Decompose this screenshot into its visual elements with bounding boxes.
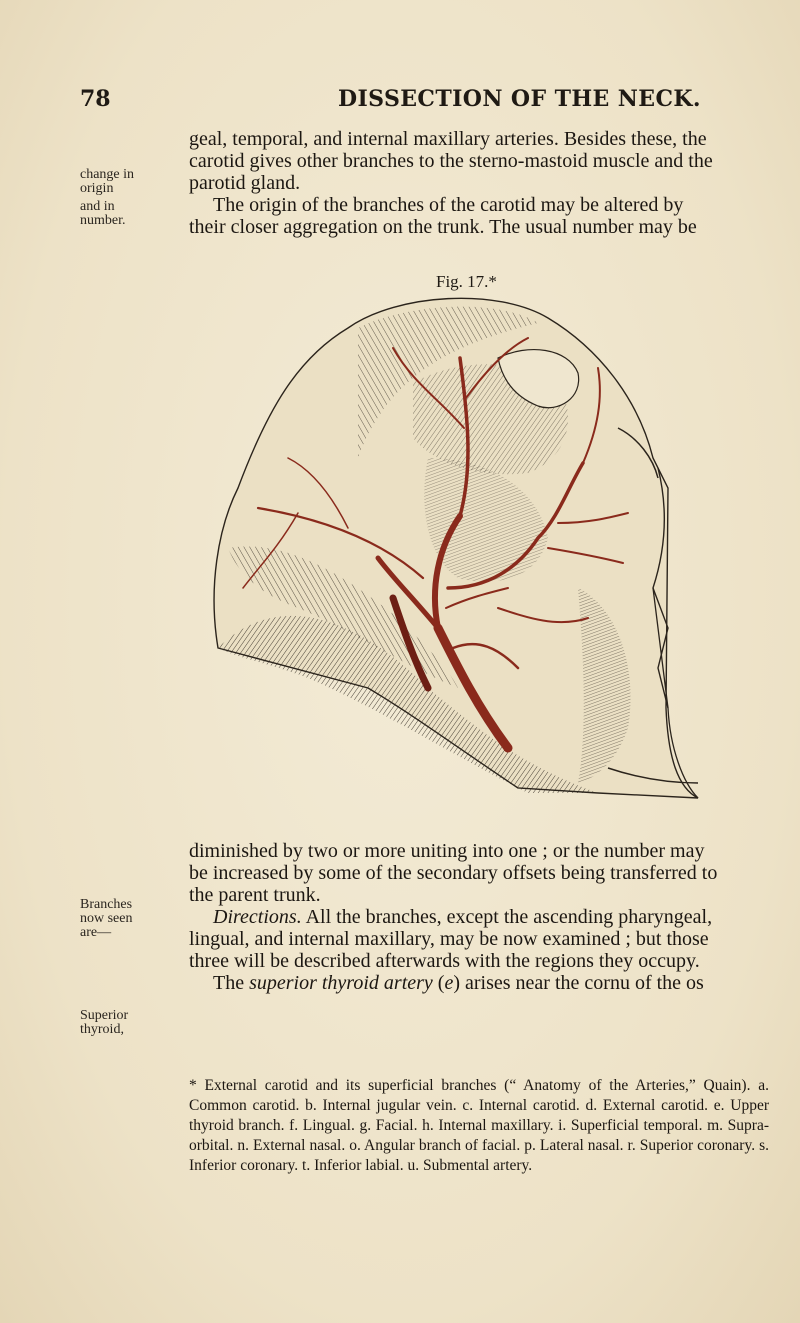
body-line: the parent trunk.	[189, 884, 321, 906]
text-fragment: ) arises near the cornu of the os	[453, 972, 704, 994]
body-line: lingual, and internal maxillary, may be now examined ; but those	[189, 928, 709, 950]
body-line: their closer aggregation on the trunk. The usual number may be	[189, 216, 697, 238]
anatomical-figure	[198, 288, 738, 808]
running-head: DISSECTION OF THE NECK.	[338, 86, 701, 112]
body-line: geal, temporal, and internal maxillary arteries. Besides these, the	[189, 128, 707, 150]
body-line: The origin of the branches of the carotid may be altered by	[213, 194, 684, 216]
page-number: 78	[80, 86, 111, 112]
margin-note-line: and in	[80, 199, 115, 214]
margin-note-line: Branches	[80, 897, 133, 912]
superior-thyroid-line	[189, 972, 769, 994]
figure-footnote: * External carotid and its superficial branches (“ Anatomy of the Arteries,” Quain). a. Common carotid. b. Internal jugular vein. c. Internal carotid. d. External carotid. e. Upper thyroid branch. f. Lingual. g. Facial. h. Internal maxillary. i. Superficial temporal. m. Supra-orbital. n. External nasal. o. Angular branch of facial. p. Lateral nasal. r. Superior coronary. s. Inferior coronary. t. Inferior labial. u. Submental artery.	[189, 1077, 769, 1174]
margin-note-line: now seen	[80, 911, 133, 926]
margin-note-line: thyroid,	[80, 1022, 124, 1037]
figure-label: Fig. 17.*	[436, 272, 497, 291]
page-header	[80, 86, 760, 120]
body-line: be increased by some of the secondary offsets being transferred to	[189, 862, 718, 884]
directions-text: All the branches, except the ascending pharyngeal,	[301, 906, 713, 928]
body-line: three will be described afterwards with the regions they occupy.	[189, 950, 700, 972]
margin-note-superior	[80, 1009, 178, 1037]
neck-dissection-illustration	[198, 288, 738, 808]
margin-note-line: are—	[80, 925, 112, 940]
margin-note-branches	[80, 898, 178, 940]
artery-letter: e	[444, 972, 454, 994]
margin-note-line: change in	[80, 167, 135, 182]
text-fragment: The	[213, 972, 250, 994]
body-text-bottom	[189, 840, 769, 994]
margin-note-line: origin	[80, 181, 114, 196]
body-line: parotid gland.	[189, 172, 301, 194]
margin-note-change	[80, 168, 178, 228]
superior-thyroid-term: superior thyroid artery	[249, 972, 433, 994]
text-fragment: (	[432, 972, 445, 994]
margin-note-line: number.	[80, 213, 126, 228]
body-line: diminished by two or more uniting into one ; or the number may	[189, 840, 705, 862]
directions-label: Directions.	[213, 906, 302, 928]
margin-note-line: Superior	[80, 1008, 129, 1023]
directions-line	[189, 906, 769, 928]
body-line: carotid gives other branches to the sterno-mastoid muscle and the	[189, 150, 713, 172]
body-text-top	[189, 128, 769, 238]
